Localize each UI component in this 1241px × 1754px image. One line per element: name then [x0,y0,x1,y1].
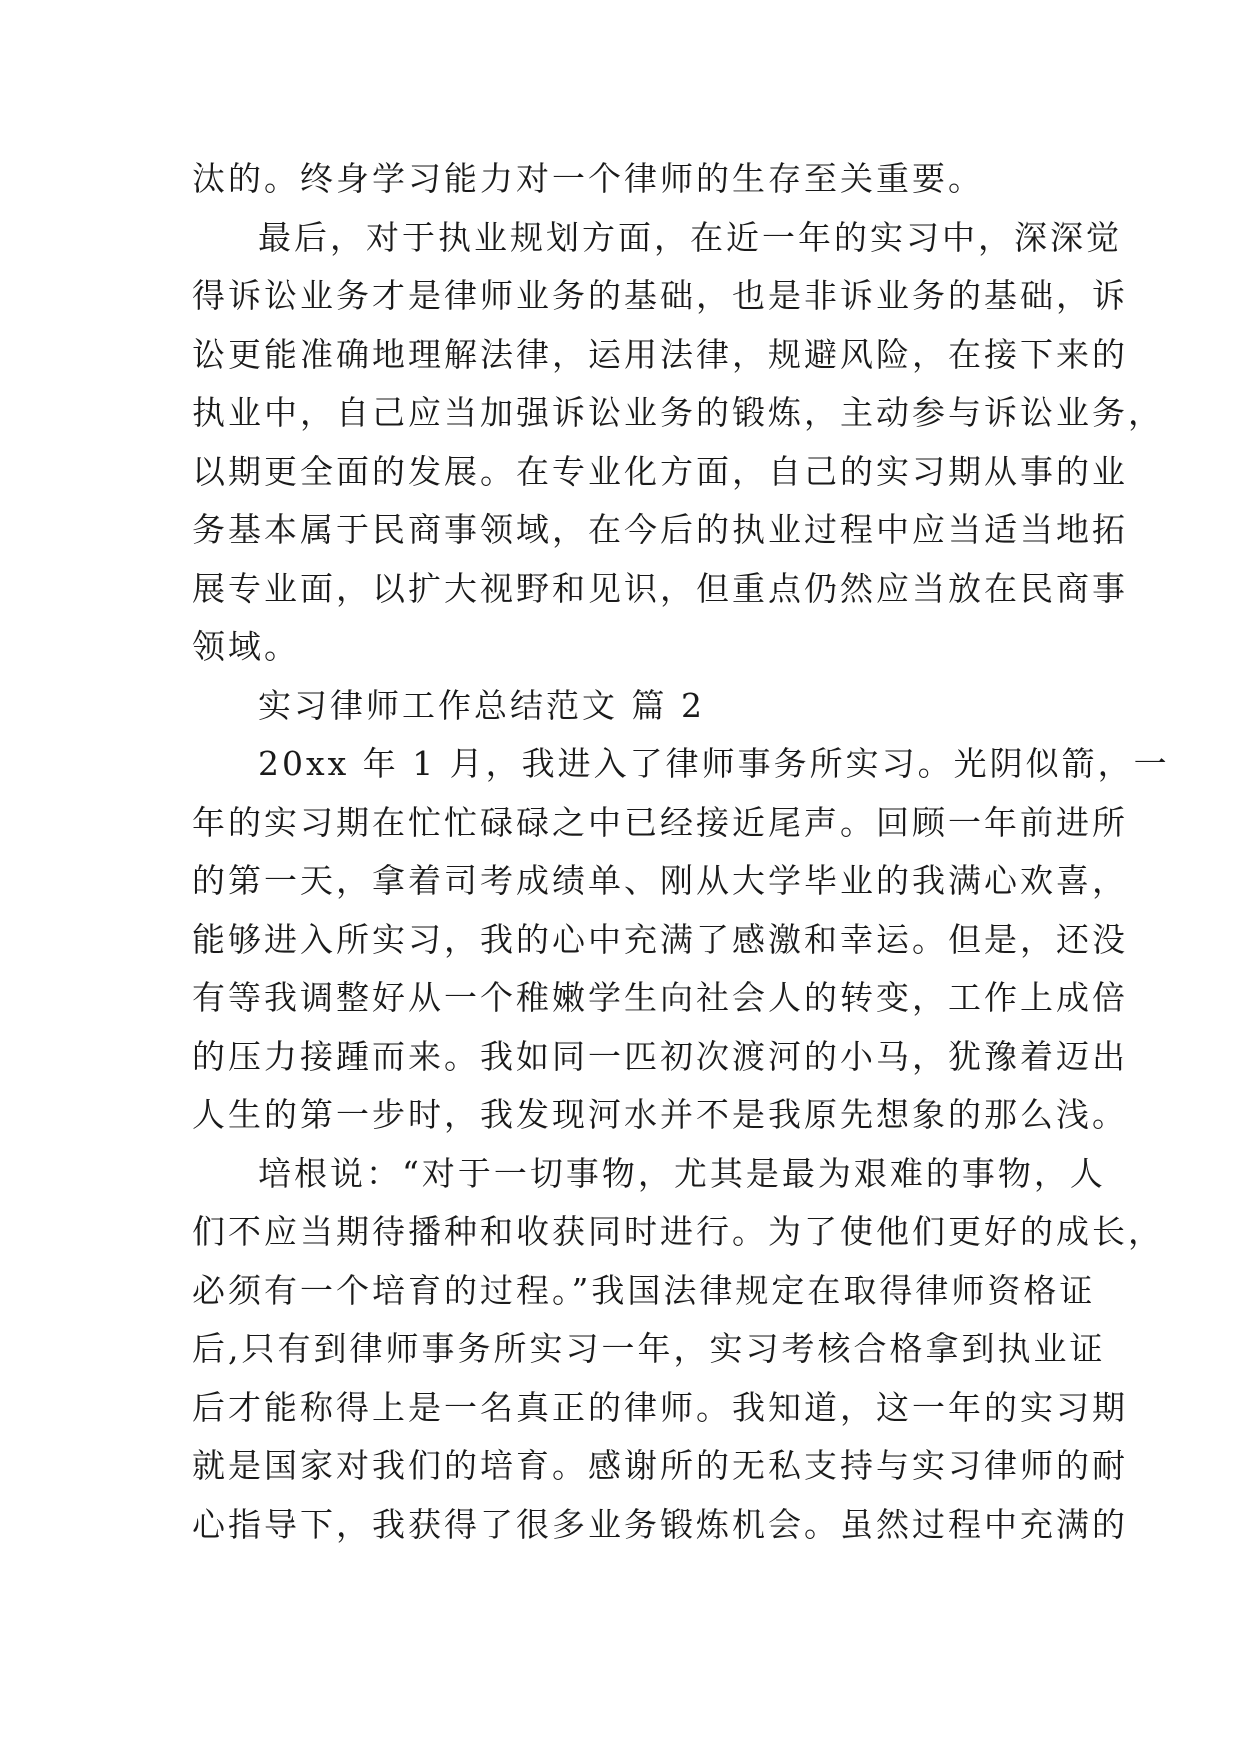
document-body [192,150,1170,1554]
paragraph-line: 展专业面，以扩大视野和见识，但重点仍然应当放在民商事 [192,568,1128,608]
paragraph-line: 后才能称得上是一名真正的律师。我知道，这一年的实习期 [192,1387,1128,1427]
paragraph-line: 心指导下，我获得了很多业务锻炼机会。虽然过程中充满的 [192,1504,1128,1544]
paragraph-line: 领域。 [192,627,300,666]
paragraph-line: 20xx 年 1 月，我进入了律师事务所实习。光阴似箭，一 [258,744,1170,783]
paragraph-line: 的第一天，拿着司考成绩单、刚从大学毕业的我满心欢喜， [192,861,1128,900]
paragraph-line: 讼更能准确地理解法律，运用法律，规避风险，在接下来的 [192,334,1128,374]
paragraph-line: 最后，对于执业规划方面，在近一年的实习中，深深觉 [258,217,1122,257]
paragraph-line: 人生的第一步时，我发现河水并不是我原先想象的那么浅。 [192,1095,1128,1134]
paragraph-line: 们不应当期待播种和收获同时进行。为了使他们更好的成长， [192,1212,1164,1251]
paragraph-line: 务基本属于民商事领域，在今后的执业过程中应当适当地拓 [192,510,1128,549]
section-heading: 实习律师工作总结范文 篇 2 [258,685,705,725]
paragraph-line: 培根说：“对于一切事物，尤其是最为艰难的事物，人 [258,1153,1106,1193]
paragraph-line: 的压力接踵而来。我如同一匹初次渡河的小马，犹豫着迈出 [192,1036,1128,1076]
paragraph-line: 必须有一个培育的过程。”我国法律规定在取得律师资格证 [192,1270,1096,1310]
paragraph-line: 就是国家对我们的培育。感谢所的无私支持与实习律师的耐 [192,1446,1128,1485]
paragraph-line: 汰的。终身学习能力对一个律师的生存至关重要。 [192,159,984,198]
paragraph-line: 以期更全面的发展。在专业化方面，自己的实习期从事的业 [192,451,1128,491]
paragraph-line: 能够进入所实习，我的心中充满了感激和幸运。但是，还没 [192,919,1128,959]
paragraph-line: 执业中，自己应当加强诉讼业务的锻炼，主动参与诉讼业务， [192,393,1164,432]
paragraph-line: 年的实习期在忙忙碌碌之中已经接近尾声。回顾一年前进所 [192,802,1128,842]
paragraph-line: 得诉讼业务才是律师业务的基础，也是非诉业务的基础，诉 [192,276,1128,315]
paragraph-line: 有等我调整好从一个稚嫩学生向社会人的转变，工作上成倍 [192,978,1128,1017]
paragraph-line: 后,只有到律师事务所实习一年，实习考核合格拿到执业证 [192,1329,1106,1368]
